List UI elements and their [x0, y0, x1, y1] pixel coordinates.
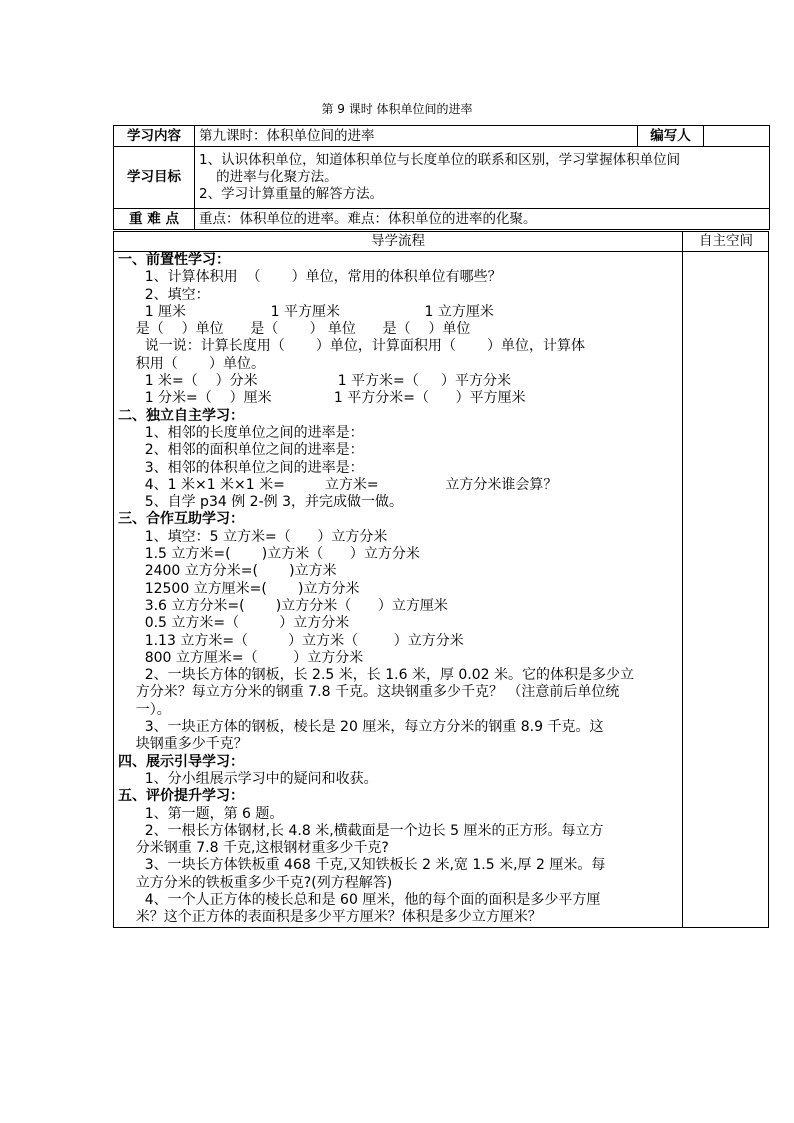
- content-value: 第九课时：体积单位间的进率: [195, 126, 638, 147]
- content-line: 1 厘米 1 平方厘米 1 立方厘米: [118, 303, 494, 320]
- goal-line: 的进率与化聚方法。: [199, 169, 338, 185]
- content-line: 1.13 立方米=（ ）立方米（ ）立方分米: [118, 632, 464, 649]
- content-line: 分米钢重 7.8 千克,这根钢材重多少千克?: [118, 840, 389, 857]
- author-label: 编写人: [638, 126, 704, 147]
- content-line: 3、相邻的体积单位之间的进率是：: [118, 459, 364, 476]
- content-line: 0.5 立方米=（ ）立方分米: [118, 615, 350, 632]
- content-line: 2、一块长方体的钢板，长 2.5 米，长 1.6 米，厚 0.02 米。它的体积是多少立: [118, 667, 635, 684]
- content-line: 3、一块长方体铁板重 468 千克,又知铁板长 2 米,宽 1.5 米,厚 2 厘米。每: [118, 857, 606, 874]
- content-line: 1 分米=（ ）厘米 1 平方分米=（ ）平方厘米: [118, 390, 526, 407]
- content-line: 块钢重多少千克？: [118, 736, 248, 753]
- content-line: 2、相邻的面积单位之间的进率是：: [118, 442, 364, 459]
- content-line: 1、相邻的长度单位之间的进率是：: [118, 424, 364, 441]
- goals-label: 学习目标: [114, 147, 195, 209]
- section-heading: 三、合作互助学习：: [118, 511, 244, 528]
- content-line: 积用（ ）单位。: [118, 355, 265, 372]
- flow-content: [118, 252, 680, 927]
- content-line: 1 米=（ ）分米 1 平方米=（ ）平方分米: [118, 373, 512, 390]
- header-table: [113, 125, 770, 230]
- content-line: 是（ ）单位 是（ ） 单位 是（ ）单位: [118, 321, 471, 338]
- content-line: 1、第一题，第 6 题。: [118, 805, 284, 822]
- content-line: 米？这个正方体的表面积是多少平方厘米？体积是多少立方厘米？: [118, 909, 542, 926]
- keypoints-label: 重 难 点: [114, 209, 195, 230]
- goals-value: [195, 147, 770, 209]
- content-line: 12500 立方厘米=( )立方分米: [118, 580, 360, 597]
- author-value[interactable]: [704, 126, 770, 147]
- section-heading: 五、评价提升学习：: [118, 788, 244, 805]
- column-divider: [682, 252, 683, 927]
- row-content: [114, 126, 770, 147]
- row-keypoints: [114, 209, 770, 230]
- section-heading: 四、展示引导学习：: [118, 753, 244, 770]
- content-line: 3.6 立方分米=( )立方分米（ ）立方厘米: [118, 597, 448, 614]
- content-line: 1、填空：5 立方米=（ ）立方分米: [118, 528, 388, 545]
- content-line: 800 立方厘米=（ ）立方分米: [118, 649, 364, 666]
- content-line: 4、一个人正方体的棱长总和是 60 厘米，他的每个面的面积是多少平方厘: [118, 891, 601, 908]
- content-line: 2400 立方分米=( )立方米: [118, 563, 337, 580]
- keypoints-value: 重点：体积单位的进率。难点：体积单位的进率的化聚。: [195, 209, 770, 230]
- flow-header-row: [114, 232, 768, 252]
- content-line: 一）。: [118, 701, 171, 718]
- goal-line: 2、学习计算重量的解答方法。: [199, 186, 384, 202]
- content-line: 5、自学 p34 例 2-例 3，并完成做一做。: [118, 494, 403, 511]
- section-heading: 一、前置性学习：: [118, 252, 230, 268]
- content-line: 1.5 立方米=( )立方米（ ）立方分米: [118, 546, 420, 563]
- row-goals: [114, 147, 770, 209]
- content-line: 1、分小组展示学习中的疑问和收获。: [118, 770, 378, 787]
- space-header: 自主空间: [682, 232, 769, 251]
- content-line: 2、一根长方体钢材,长 4.8 米,横截面是一个边长 5 厘米的正方形。每立方: [118, 822, 604, 839]
- flow-header: 导学流程: [371, 233, 425, 249]
- content-line: 立方分米的铁板重多少千克?(列方程解答): [118, 874, 393, 891]
- content-line: 2、填空：: [118, 286, 210, 303]
- page-title: 第 9 课时 体积单位间的进率: [321, 102, 473, 116]
- section-heading: 二、独立自主学习：: [118, 407, 244, 424]
- content-line: 4、1 米×1 米×1 米= 立方米= 立方分米谁会算？: [118, 476, 558, 493]
- content-line: 说一说：计算长度用（ ）单位，计算面积用（ ）单位，计算体: [118, 338, 586, 355]
- content-line: 方分米？每立方分米的钢重 7.8 千克。这块钢重多少千克？ （注意前后单位统: [118, 684, 620, 701]
- content-line: 3、一块正方体的钢板，棱长是 20 厘米，每立方分米的钢重 8.9 千克。这: [118, 719, 604, 736]
- content-label: 学习内容: [114, 126, 195, 147]
- goal-line: 1、认识体积单位，知道体积单位与长度单位的联系和区别，学习掌握体积单位间: [199, 152, 681, 168]
- guide-flow-box: [113, 231, 769, 928]
- content-line: 1、计算体积用 （ ）单位，常用的体积单位有哪些？: [118, 269, 502, 286]
